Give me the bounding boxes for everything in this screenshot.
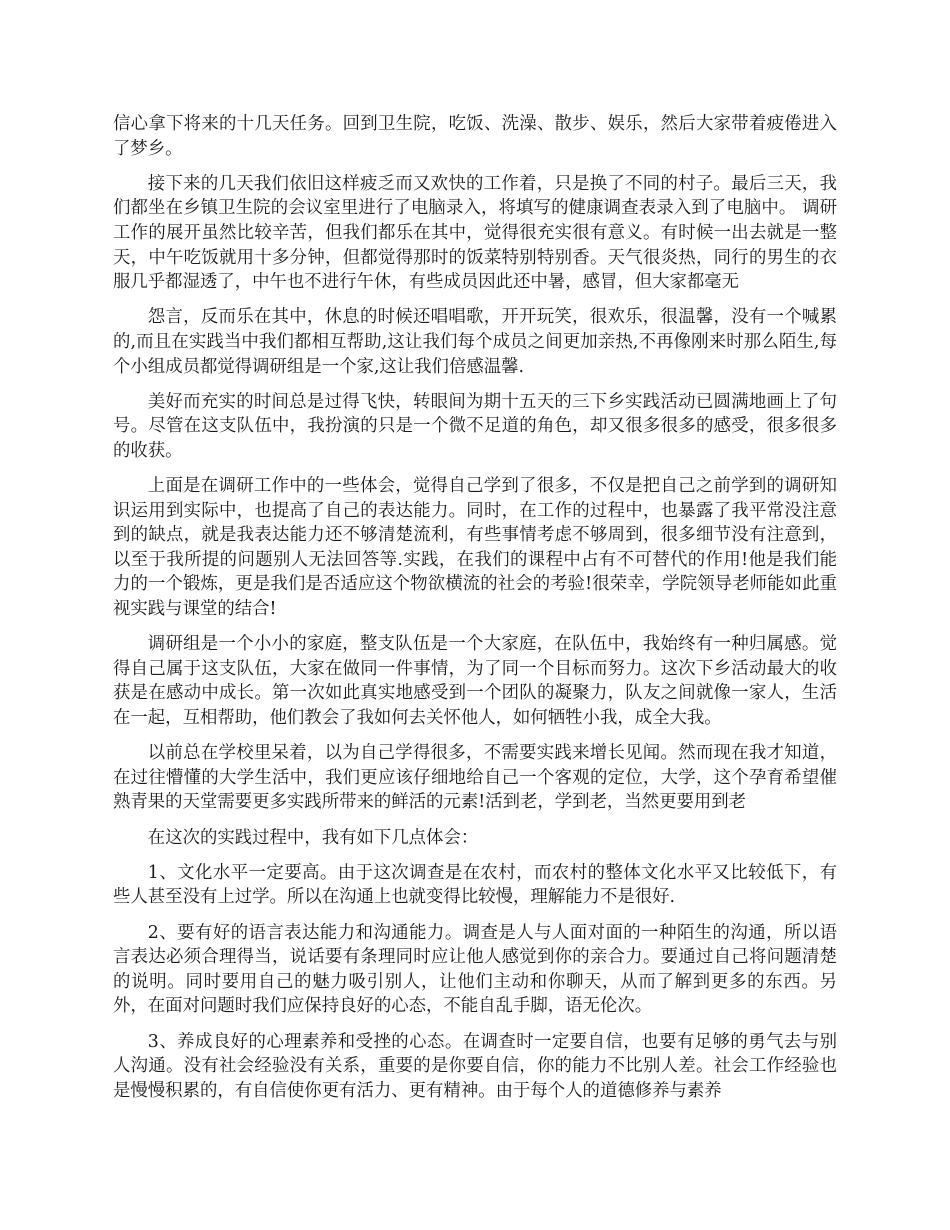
paragraph-4: 美好而充实的时间总是过得飞快，转眼间为期十五天的三下乡实践活动已圆满地画上了句号。尽管在这支队伍中，我扮演的只是一个微不足道的角色，却又很多很多的感受，很多很多的收获。 (113, 391, 837, 461)
paragraph-8: 在这次的实践过程中，我有如下几点体会： (147, 827, 479, 848)
document-body (113, 112, 837, 1114)
paragraph-6: 调研组是一个小小的家庭，整支队伍是一个大家庭，在队伍中，我始终有一种归属感。觉得自己属于这支队伍，大家在做同一件事情，为了同一个目标而努力。这次下乡活动最大的收获是在感动中成长。第一次如此真实地感受到一个团队的凝聚力，队友之间就像一家人，生活在一起，互相帮助，他们教会了我如何去关怀他人，如何牺牲小我，成全大我。 (113, 634, 837, 729)
paragraph-1: 信心拿下将来的十几天任务。回到卫生院，吃饭、洗澡、散步、娱乐，然后大家带着疲倦进入了梦乡。 (113, 114, 837, 159)
paragraph-11: 3、养成良好的心理素养和受挫的心态。在调查时一定要自信，也要有足够的勇气去与别人沟通。没有社会经验没有关系，重要的是你要自信，你的能力不比别人差。社会工作经验也是慢慢积累的，有自信使你更有活力、更有精神。由于每个人的道德修养与素养 (113, 1031, 837, 1101)
paragraph-10: 2、要有好的语言表达能力和沟通能力。调查是人与人面对面的一种陌生的沟通，所以语言表达必须合理得当，说话要有条理同时应让他人感觉到你的亲合力。要通过自己将问题清楚的说明。同时要用自己的魅力吸引别人，让他们主动和你聊天，从而了解到更多的东西。另外，在面对问题时我们应保持良好的心态，不能自乱手脚，语无伦次。 (113, 922, 837, 1017)
paragraph-5: 上面是在调研工作中的一些体会，觉得自己学到了很多，不仅是把自己之前学到的调研知识运用到实际中，也提高了自己的表达能力。同时，在工作的过程中，也暴露了我平常没注意到的缺点，就是我表达能力还不够清楚流利，有些事情考虑不够周到，很多细节没有注意到，以至于我所提的问题别人无法回答等.实践，在我们的课程中占有不可替代的作用!他是我们能力的一个锻炼，更是我们是否适应这个物欲横流的社会的考验!很荣幸，学院领导老师能如此重视实践与课堂的结合! (113, 476, 837, 620)
paragraph-2: 接下来的几天我们依旧这样疲乏而又欢快的工作着，只是换了不同的村子。最后三天，我们都坐在乡镇卫生院的会议室里进行了电脑录入，将填写的健康调查表录入到了电脑中。 调研工作的展开虽然比较辛苦，但我们都乐在其中，觉得很充实很有意义。有时候一出去就是一整天，中午吃饭就用十多分钟，但都觉得那时的饭菜特别特别香。天气很炎热，同行的男生的衣服几乎都湿透了，中午也不进行午休，有些成员因此还中暑，感冒，但大家都毫无 (113, 173, 837, 293)
paragraph-7: 以前总在学校里呆着，以为自己学得很多，不需要实践来增长见闻。然而现在我才知道，在过往懵懂的大学生活中，我们更应该仔细地给自己一个客观的定位，大学，这个孕育希望催熟青果的天堂需要更多实践所带来的鲜活的元素!活到老，学到老，当然更要用到老 (113, 743, 837, 813)
paragraph-9: 1、文化水平一定要高。由于这次调查是在农村，而农村的整体文化水平又比较低下，有些人甚至没有上过学。所以在沟通上也就变得比较慢，理解能力不是很好. (113, 862, 837, 908)
paragraph-3: 怨言，反而乐在其中，休息的时候还唱唱歌，开开玩笑，很欢乐，很温馨，没有一个喊累的,而且在实践当中我们都相互帮助,这让我们每个成员之间更加亲热,不再像刚来时那么陌生,每个小组成员都觉得调研组是一个家,这让我们倍感温馨. (113, 307, 837, 377)
